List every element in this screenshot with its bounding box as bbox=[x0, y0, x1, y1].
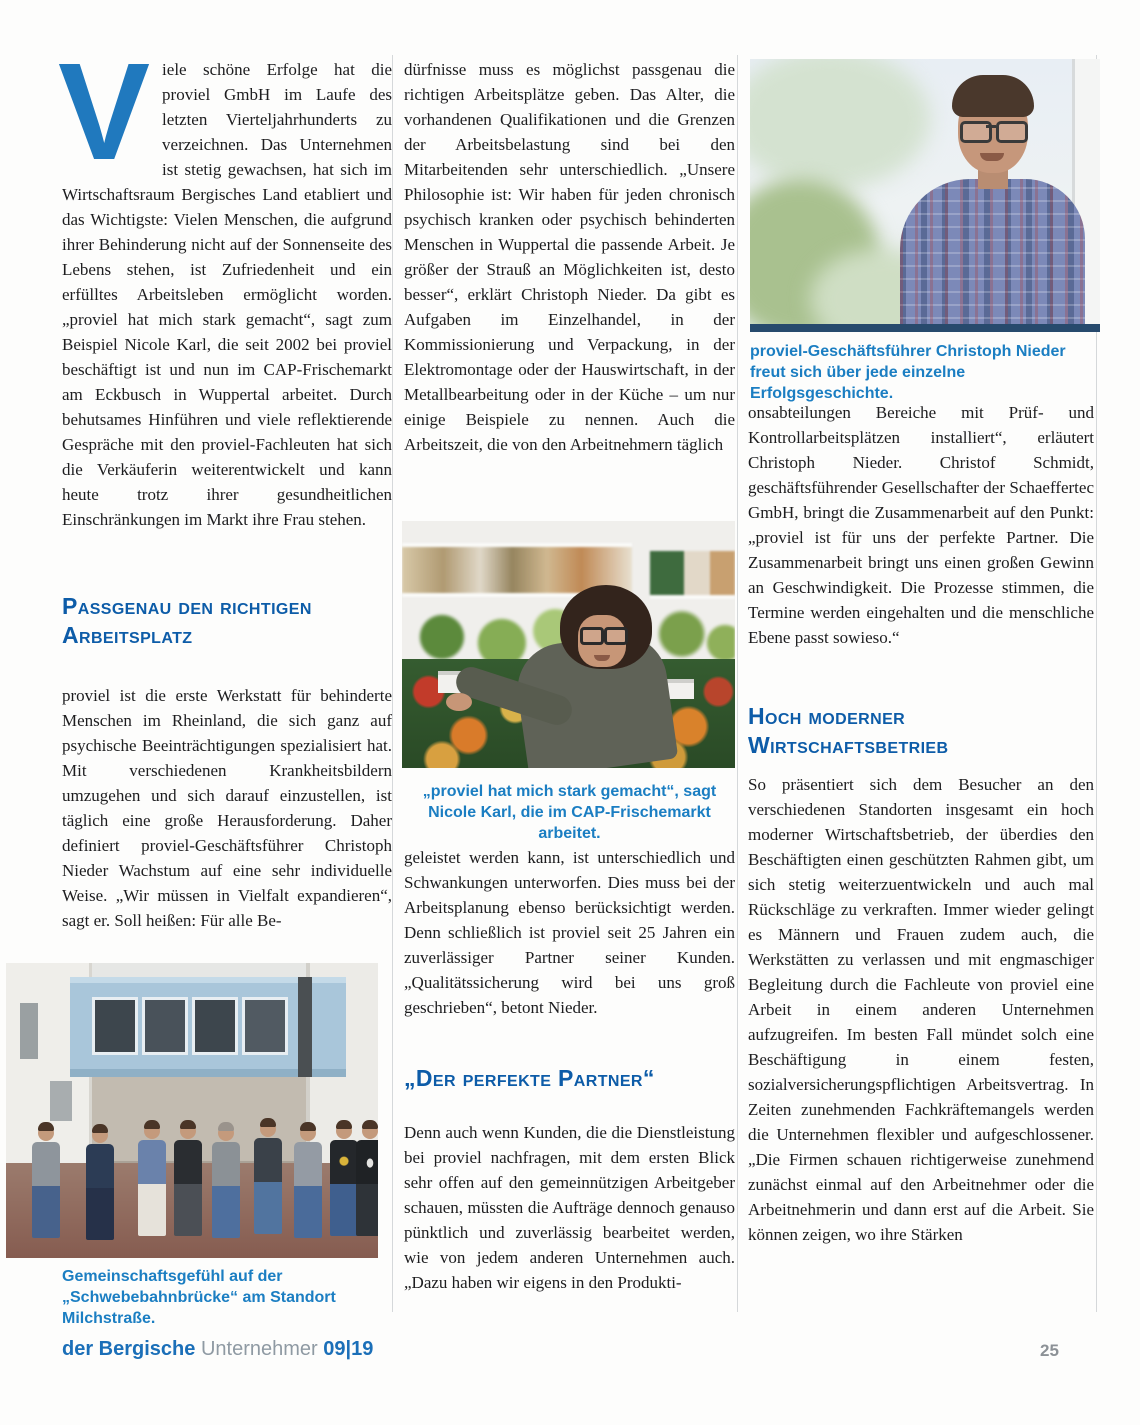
paragraph-text: iele schöne Erfolge hat die proviel GmbH im Laufe des letzten Vierteljahrhunderts zu verzeichnen. Das Unternehmen ist stetig gewachsen, hat sich im Wirtschaftsraum Bergisches Land etabliert und das Wichtigste: Vielen Menschen, die aufgrund ihrer Behinderung nicht auf der Sonnenseite des Lebens stehen, ist Zufriedenheit und ein erfülltes Arbeitsleben ermöglicht worden. „proviel hat mich stark gemacht“, sagt zum Beispiel Nicole Karl, die seit 2002 bei proviel beschäftigt ist und nun im CAP-Frischemarkt am Eckbusch in Wuppertal arbeitet. Durch behutsames Hinführen und viele reflektierende Gespräche mit den proviel-Fachleuten hat sich die Verkäuferin weiterentwickelt und kann heute trotz ihrer gesundheitlichen Einschränkungen im Markt ihre Frau stehen. bbox=[62, 60, 392, 529]
person-figure bbox=[86, 1144, 114, 1240]
photo-man-hair bbox=[952, 75, 1034, 117]
footer-brand bbox=[62, 1338, 373, 1361]
photo-bridge-window bbox=[242, 997, 288, 1055]
person-figure bbox=[174, 1140, 202, 1236]
column2-paragraph2: geleistet werden kann, ist unterschiedlich und Schwankungen unterworfen. Dies muss bei der Arbeitsplanung ebenso berücksichtigt werden. Denn schließlich ist proviel seit 25 Jahren ein zuverlässiger Partner seiner Kunden. „Qualitätssicherung wird bei uns groß geschrieben“, betont Nieder. bbox=[404, 848, 735, 1017]
column3-paragraph1: onsabteilungen Bereiche mit Prüf- und Kontrollarbeitsplätzen installiert“, erläutert Christoph Nieder. Christof Schmidt, geschäftsführender Gesellschafter der Schaeffertec GmbH, bringt die Zusammenarbeit auf den Punkt: „proviel ist für uns der perfekte Partner. Die Zusammenarbeit bringt uns einen großen Gewinn an Geschwindigkeit. Die Prozesse stimmen, die Termine werden eingehalten und die menschliche Ebene passt sowieso.“ bbox=[748, 403, 1094, 647]
portrait-photo-caption: proviel-Geschäftsführer Christoph Nieder freut sich über jede einzelne Erfolgsgeschichte. bbox=[750, 343, 1066, 402]
person-figure bbox=[212, 1142, 240, 1238]
column2-paragraph1: dürfnisse muss es möglichst passgenau die richtigen Arbeitsplätze geben. Das Alter, die vorhandenen Qualifikationen und die Grenzen der Arbeitsbelastung sind bei den Mitarbeitenden sehr unterschiedlich. „Unsere Philosophie ist: Wir haben für jeden chronisch psychisch kranken oder psychisch behinderten Menschen in Wuppertal die passende Arbeit. Je größer der Strauß an Möglichkeiten ist, desto besser“, erklärt Christoph Nieder. Da gibt es Aufgaben im Einzelhandel, in der Kommissionierung und Verpackung, in der Elektromontage oder der Hauswirtschaft, in der Metallbearbeitung oder in der Küche – um nur einige Beispiele zu nennen. Auch die Arbeitszeit, die von den Arbeitnehmern täglich bbox=[404, 60, 735, 454]
photo-glasses-right bbox=[604, 627, 628, 645]
photo-glasses-left bbox=[580, 627, 604, 645]
photo-shelf bbox=[650, 551, 735, 595]
photo-bridge-pillar bbox=[298, 977, 312, 1077]
person-figure bbox=[138, 1140, 166, 1236]
section-heading-partner: „Der perfekte Partner“ bbox=[404, 1065, 655, 1091]
page-number: 25 bbox=[1040, 1341, 1059, 1360]
supermarket-photo bbox=[402, 521, 735, 768]
photo-man-shirt bbox=[900, 179, 1085, 332]
drop-cap: V bbox=[58, 35, 151, 189]
photo-bridge-window bbox=[142, 997, 188, 1055]
photo-bridge-window bbox=[192, 997, 238, 1055]
column2-paragraph3: Denn auch wenn Kunden, die die Dienstleistung bei proviel nachfragen, mit dem ersten Blick sehr offen auf den gemeinnützigen Arbeitgeber schauen, müssten die Aufträge dennoch genauso pünktlich und zuverlässig bearbeitet werden, wie von jedem anderen Unternehmen auch. „Dazu haben wir eigens in den Produkti- bbox=[404, 1123, 735, 1292]
footer-brand-secondary: Unternehmer bbox=[200, 1338, 318, 1360]
group-photo-caption: Gemeinschaftsgefühl auf der „Schwebebahnbrücke“ am Standort Milchstraße. bbox=[62, 1268, 336, 1327]
footer-brand-primary: der Bergische bbox=[62, 1338, 196, 1360]
column1-paragraph2: proviel ist die erste Werkstatt für behinderte Menschen im Rheinland, die sich ganz auf psychische Beeinträchtigungen spezialisiert hat. Mit verschiedenen Krankheitsbildern umzugehen und sich darauf einzustellen, ist täglich eine große Herausforderung. Daher definiert proviel-Geschäftsführer Christoph Nieder Wachstum auf eine sehr individuelle Weise. „Wir müssen in Vielfalt expandieren“, sagt er. Soll heißen: Für alle Be- bbox=[62, 686, 392, 930]
person-figure bbox=[254, 1138, 282, 1234]
footer-issue: 09|19 bbox=[323, 1338, 374, 1360]
person-figure bbox=[294, 1142, 322, 1238]
section-heading-wirtschaftsbetrieb: Hoch moderner Wirtschaftsbetrieb bbox=[748, 703, 949, 758]
column-divider bbox=[737, 55, 738, 1312]
photo-bottom-edge bbox=[750, 324, 1100, 332]
photo-person-hand bbox=[446, 693, 472, 711]
column-divider bbox=[392, 55, 393, 1312]
portrait-photo bbox=[750, 59, 1100, 332]
person-figure bbox=[356, 1140, 378, 1236]
photo-glasses-bridge bbox=[986, 125, 996, 128]
supermarket-photo-caption: „proviel hat mich stark gemacht“, sagt Nicole Karl, die im CAP-Frischemarkt arbeitet. bbox=[422, 783, 717, 842]
photo-foliage bbox=[750, 59, 930, 189]
group-walk-photo bbox=[6, 963, 378, 1258]
photo-glasses-right bbox=[996, 121, 1028, 143]
photo-bridge-window bbox=[92, 997, 138, 1055]
photo-window bbox=[50, 1081, 72, 1121]
photo-window bbox=[20, 1003, 38, 1059]
column3-paragraph2: So präsentiert sich dem Besucher an den verschiedenen Standorten insgesamt ein hoch moderner Wirtschaftsbetrieb, der überdies den Beschäftigten einen geschützten Rahmen gibt, um sich stetig weiterzuentwickeln und auch mal Rückschläge zu verkraften. Immer wieder gelingt es Männern und Frauen zudem auch, die Werkstätten zu verlassen und mit engmaschiger Begleitung durch die Fachleute von proviel eine Arbeit in einem anderen Unternehmen aufzugreifen. Im besten Fall mündet solch eine Beschäftigung in einem festen, sozialversicherungspflichtigen Arbeitsvertrag. In Zeiten zunehmenden Fachkräftemangels werden die Unternehmen flexibler und aufgeschlossener. „Die Firmen schauen richtigerweise zunehmend zunächst einmal auf den Arbeitnehmer oder die Arbeitnehmerin und dann erst auf die Arbeit. Sie können zeigen, wo ihre Stärken bbox=[748, 775, 1094, 1244]
section-heading-passgenau: Passgenau den richtigen Arbeitsplatz bbox=[62, 593, 312, 648]
person-figure bbox=[330, 1140, 358, 1236]
column1-paragraph1 bbox=[58, 35, 392, 532]
person-figure bbox=[32, 1142, 60, 1238]
